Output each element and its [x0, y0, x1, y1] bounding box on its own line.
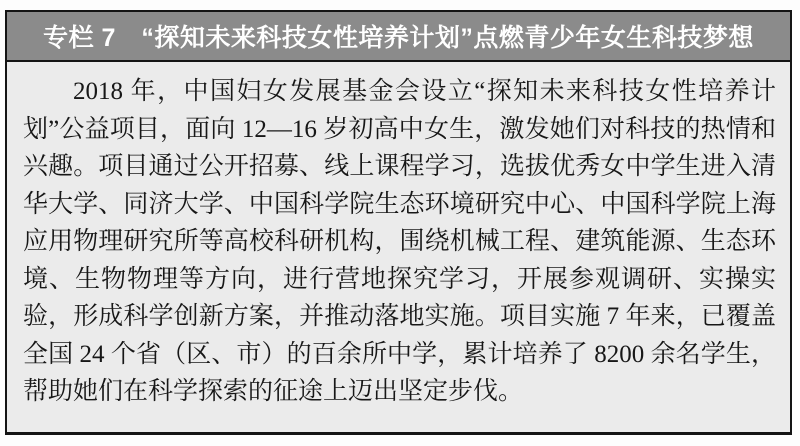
body-paragraph: 2018 年，中国妇女发展基金会设立“探知未来科技女性培养计划”公益项目，面向 12—16 岁初高中女生，激发她们对科技的热情和兴趣。项目通过公开招募、线上课程学习，选拔优秀女中学生进入清华大学、同济大学、中国科学院生态环境研究中心、中国科学院上海应用物理研究所等高校科研机构，围绕机械工程、建筑能源、生态环境、生物物理等方向，进行营地探究学习，开展参观调研、实操实验，形成科学创新方案，并推动落地实施。项目实施 7 年来，已覆盖全国 24 个省（区、市）的百余所中学，累计培养了 8200 余名学生，帮助她们在科学探索的征途上迈出坚定步伐。 — [23, 78, 776, 405]
panel-title: 专栏 7 “探知未来科技女性培养计划”点燃青少年女生科技梦想 — [43, 24, 754, 52]
panel-body — [7, 62, 790, 411]
panel-header — [7, 12, 790, 62]
column-panel — [5, 10, 792, 435]
